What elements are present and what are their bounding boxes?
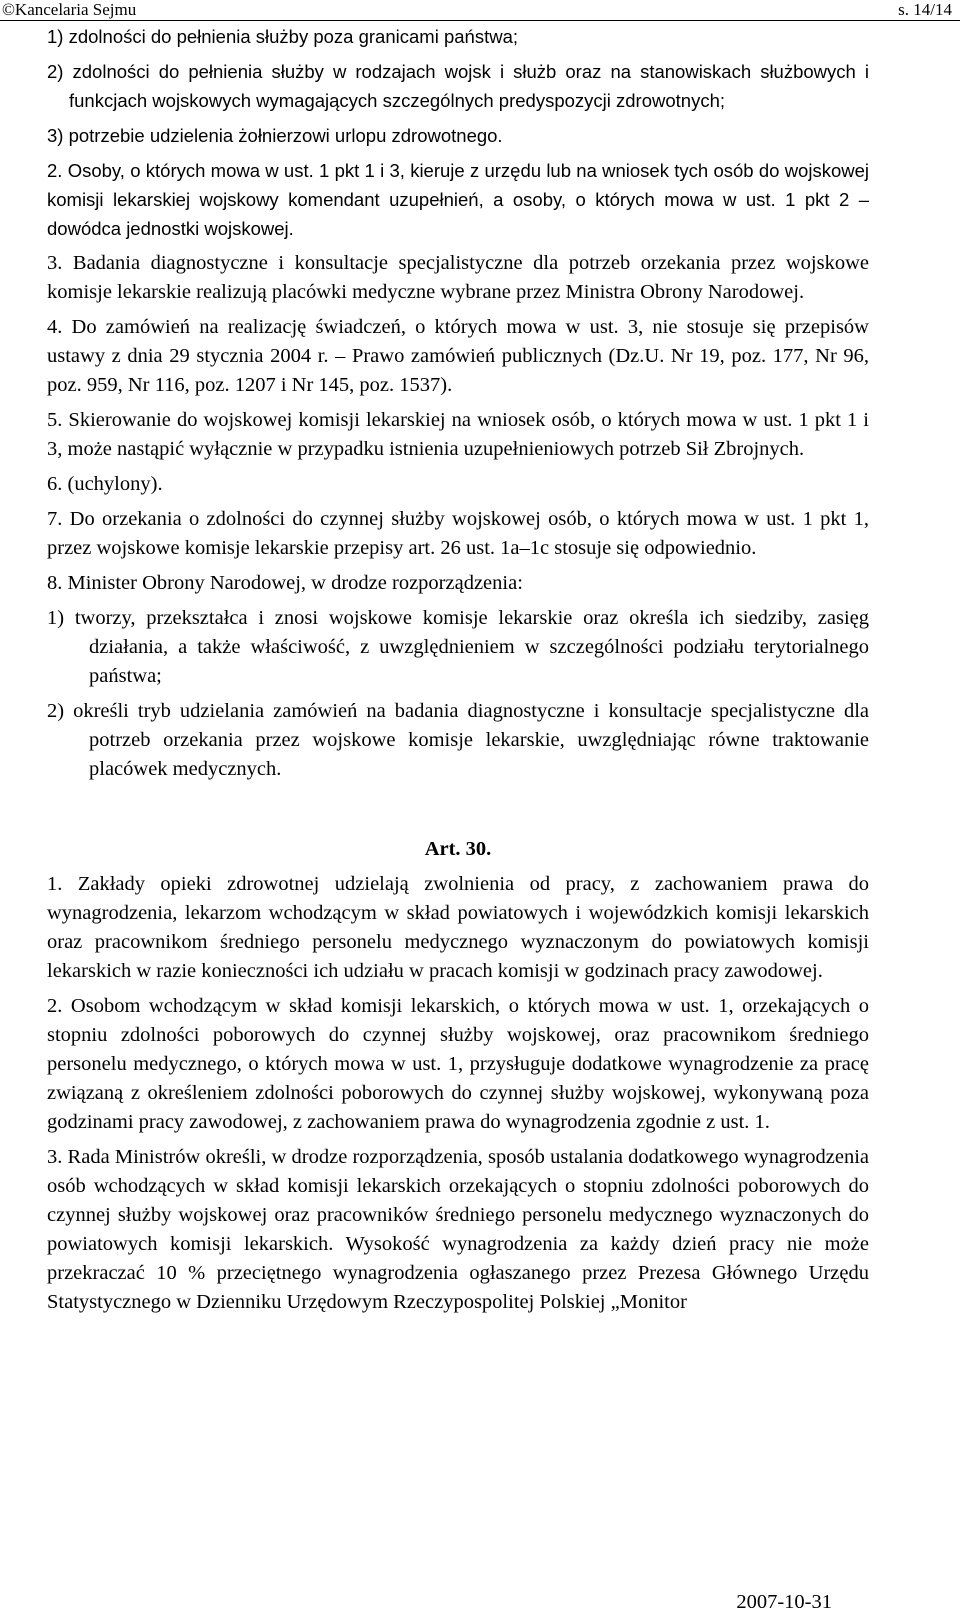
paragraph-4: 4. Do zamówień na realizację świadczeń, o których mowa w ust. 3, nie stosuje się przepisów ustawy z dnia 29 stycznia 2004 r. – Prawo zamówień publicznych (Dz.U. Nr 19, poz. 177, Nr 96, poz. 959, Nr 116, poz. 1207 i Nr 145, poz. 1537). (47, 316, 869, 396)
article-30-paragraph-2: 2. Osobom wchodzącym w skład komisji lekarskich, o których mowa w ust. 1, orzekających o stopniu zdolności poborowych do czynnej służby wojskowej, oraz pracownikom średniego personelu medycznego, o których mowa w ust. 1, przysługuje dodatkowe wynagrodzenie za pracę związaną z określeniem zdolności poborowych do czynnej służby wojskowej, wykonywaną poza godzinami pracy zawodowej, z zachowaniem prawa do wynagrodzenia zgodnie z ust. 1. (47, 995, 869, 1133)
paragraph-3: 3. Badania diagnostyczne i konsultacje specjalistyczne dla potrzeb orzekania przez wojskowe komisje lekarskie realizują placówki medyczne wybrane przez Ministra Obrony Narodowej. (47, 252, 869, 303)
footer-date: 2007-10-31 (736, 1591, 832, 1613)
paragraph-5: 5. Skierowanie do wojskowej komisji lekarskiej na wniosek osób, o których mowa w ust. 1 pkt 1 i 3, może nastąpić wyłącznie w przypadku istnienia uzupełnieniowych potrzeb Sił Zbrojnych. (47, 409, 869, 460)
article-heading: Art. 30. (424, 838, 492, 860)
paragraph-8-item-1: 1) tworzy, przekształca i znosi wojskowe komisje lekarskie oraz określa ich siedziby, zasięg działania, a także właściwość, z uwzględnieniem w szczególności podziału terytorialnego państwa; (47, 607, 869, 687)
page-number: s. 14/14 (898, 0, 952, 19)
paragraph-7: 7. Do orzekania o zdolności do czynnej służby wojskowej osób, o których mowa w ust. 1 pkt 1, przez wojskowe komisje lekarskie przepisy art. 26 ust. 1a–1c stosuje się odpowiednio. (47, 508, 869, 559)
item-1: 1) zdolności do pełnienia służby poza granicami państwa; (47, 26, 518, 47)
paragraph-8-item-2: 2) określi tryb udzielania zamówień na badania diagnostyczne i konsultacje specjalistyczne dla potrzeb orzekania przez wojskowe komisje lekarskie, uwzględniając równe traktowanie placówek medycznych. (47, 700, 869, 780)
item-2: 2) zdolności do pełnienia służby w rodzajach wojsk i służb oraz na stanowiskach służbowych i funkcjach wojskowych wymagających szczególnych predyspozycji zdrowotnych; (47, 61, 869, 111)
paragraph-6: 6. (uchylony). (47, 473, 163, 495)
article-30-paragraph-1: 1. Zakłady opieki zdrowotnej udzielają zwolnienia od pracy, z zachowaniem prawa do wynagrodzenia, lekarzom wchodzącym w skład powiatowych i wojewódzkich komisji lekarskich oraz pracownikom średniego personelu medycznego wyznaczonym do powiatowych komisji lekarskich w razie konieczności ich udziału w pracach komisji w godzinach pracy zawodowej. (47, 873, 869, 982)
paragraph-2: 2. Osoby, o których mowa w ust. 1 pkt 1 i 3, kieruje z urzędu lub na wniosek tych osób do wojskowej komisji lekarskiej wojskowy komendant uzupełnień, a osoby, o których mowa w ust. 1 pkt 2 – dowódca jednostki wojskowej. (47, 160, 869, 239)
item-3: 3) potrzebie udzielenia żołnierzowi urlopu zdrowotnego. (47, 125, 503, 146)
page-header (0, 0, 960, 21)
document-body (47, 20, 869, 1317)
paragraph-8: 8. Minister Obrony Narodowej, w drodze rozporządzenia: (47, 572, 523, 594)
header-copyright: ©Kancelaria Sejmu (2, 0, 137, 19)
article-30-paragraph-3: 3. Rada Ministrów określi, w drodze rozporządzenia, sposób ustalania dodatkowego wynagrodzenia osób wchodzących w skład komisji lekarskich orzekających o stopniu zdolności poborowych do czynnej służby wojskowej oraz pracowników średniego personelu medycznego wyznaczonych do powiatowych komisji lekarskich. Wysokość wynagrodzenia za każdy dzień pracy nie może przekraczać 10 % przeciętnego wynagrodzenia ogłaszanego przez Prezesa Głównego Urzędu Statystycznego w Dzienniku Urzędowym Rzeczypospolitej Polskiej „Monitor (47, 1146, 869, 1313)
